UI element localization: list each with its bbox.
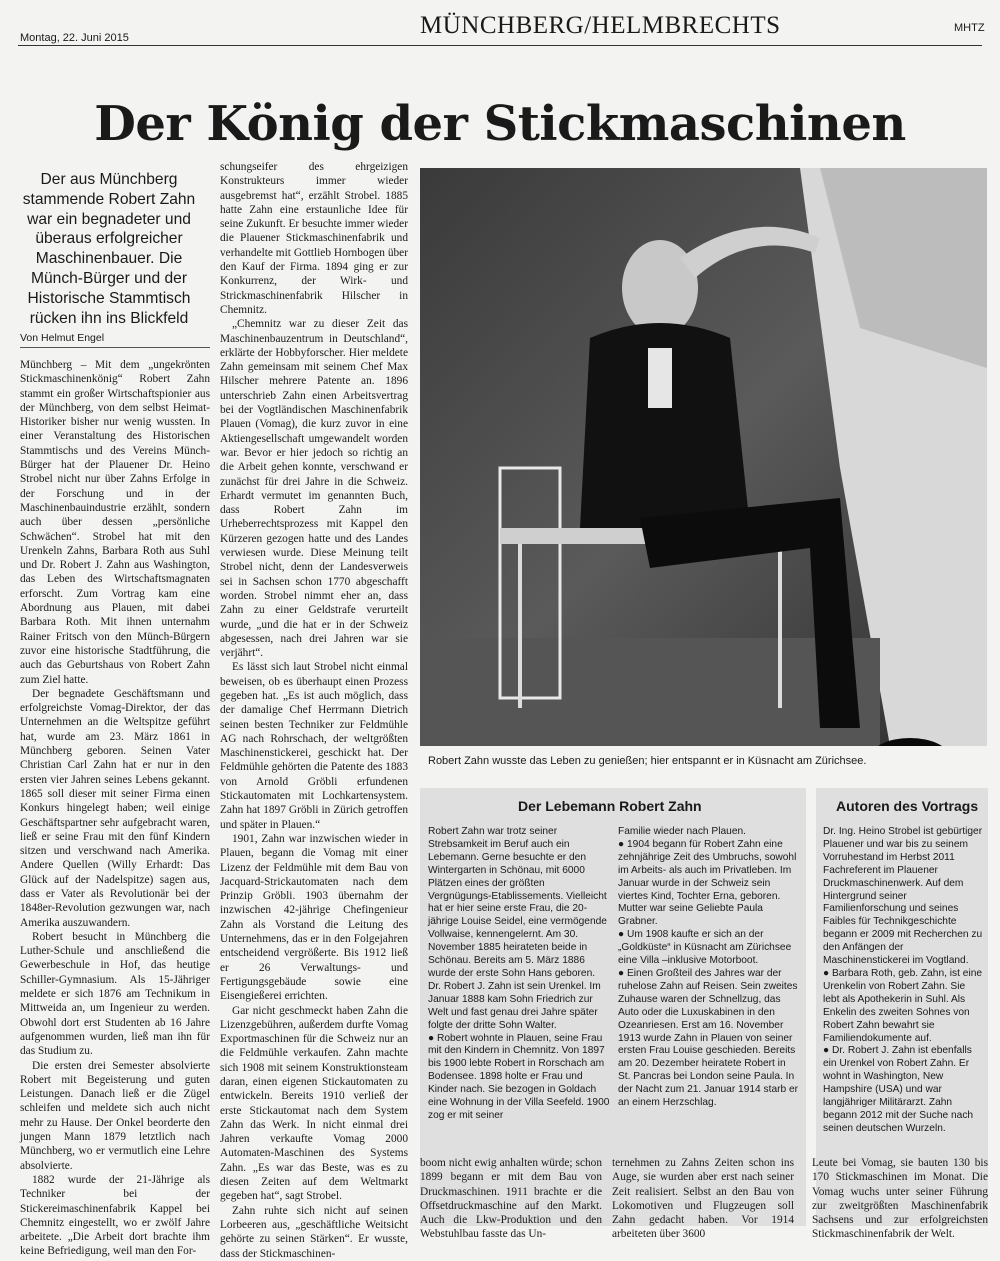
article-column-2 [220,160,408,1261]
paragraph: Münchberg – Mit dem „ungekrönten Stickmaschinenkönig“ Robert Zahn stammt ein großer Wirtschaftspionier aus der Münchberg, von dem selbst Heimat-Historiker bisher nur wenig wussten. In einer Veranstaltung des Historischen Stammtischs und des Vereins Münch-Bürger hat der Plauener Dr. Heino Strobel nicht nur über Zahns Erfolge in der Forschung und in der Maschinenbauindustrie erzählt, sondern auch über dessen „persönliche Schwächen“. Strobel hat mit den Urenkeln Zahns, Barbara Roth aus Suhl und Dr. Robert J. Zahn aus Washington, das Leben des Wirtschaftsmagnaten erforscht. Zum Vortrag kam eine Abordnung aus Plauen, mit dabei Barbara Roth. Mit ihnen unternahm Rainer Fritsch von den Münch-Bürgern zuvor eine historische Stadtführung, die auch das Geburtshaus von Robert Zahn zum Ziel hatte. [20,359,210,686]
box2-column [823,826,983,1136]
paper-code: MHTZ [954,22,985,34]
paragraph: Robert Zahn war trotz seiner Strebsamkeit im Beruf auch ein Lebemann. Gerne besuchte er den Wintergarten in Schönau, mit 6000 Plätzen eines der größten Vergnügungs-Etablissements. Vielleicht hat er hier seine erste Frau, die 20-jährige Louise Seidel, eine vermögende Vollwaise, kennengelernt. Am 30. November 1885 heirateten beide in Schönau. Bereits am 5. März 1886 wurde der erste Sohn Hans geboren. Dr. Robert J. Zahn ist sein Urenkel. Im Januar 1888 kam Sohn Friedrich zur Welt und fast genau drei Jahre später folgte der dritte Sohn Walter. [428,826,607,1031]
paragraph: Gar nicht geschmeckt haben Zahn die Lizenzgebühren, außerdem durfte Vomag Exportmaschinen für die Schweiz nur an die Feldmühle verkaufen. Zahn machte sich 1908 mit seinem Konstruktionsteam daran, einen eigenen Stickautomaten zu entwickeln. Bereits 1910 verließ der erste Stickautomat nach dem System Zahn das Werk. In nicht einmal drei Jahren verkaufte Vomag 2000 Automaten-Maschinen des Systems Zahn. „Es war das Beste, was es zu diesen Zeiten auf dem Weltmarkt gegeben hat“, sagt Strobel. [220,1004,408,1203]
paragraph: ● Barbara Roth, geb. Zahn, ist eine Urenkelin von Robert Zahn. Sie lebt als Apothekerin in Suhl. Als Enkelin des zweiten Sohnes von Robert Zahn bewahrt sie Familiendokumente auf. [823,967,983,1044]
section-title: MÜNCHBERG/HELMBRECHTS [420,12,781,39]
portrait-photo [420,168,987,746]
article-bottom-column-1: boom nicht ewig anhalten würde; schon 1899 begann er mit dem Bau von Druckmaschinen. 1911 brachte er die Offsetdruckmaschine auf den Markt. Auch die Lkw-Produktion und den Webstuhlbau fasste das Un- [420,1157,602,1241]
box-title: Der Lebemann Robert Zahn [518,798,702,814]
photo-caption: Robert Zahn wusste das Leben zu genießen; hier entspannt er in Küsnacht am Zürichsee. [428,755,867,767]
paragraph: ● Robert wohnte in Plauen, seine Frau mit den Kindern in Chemnitz. Von 1897 bis 1900 lebte Robert in Rorschach am Bodensee. 1898 holte er Frau und Kinder nach. Sie bezogen in Goldach eine Wohnung in der Villa Seefeld. 1900 zog er mit seiner [428,1032,610,1121]
article-bottom-column-2: ternehmen zu Zahns Zeiten schon ins Auge, sie wurden aber erst nach seiner Zeit realisiert. Selbst an den Bau von Lokomotiven und Flugzeugen soll Zahn gedacht haben. Vor 1914 arbeiteten über 3600 [612,1157,794,1241]
paragraph: Dr. Ing. Heino Strobel ist gebürtiger Plauener und war bis zu seinem Vorruhestand im Herbst 2011 Fachreferent im Plauener Druckmaschinenwerk. Auf dem Hintergrund seiner Familienforschung und seines Faibles für Technikgeschichte begann er 2009 mit Recherchen zu den Anfängen der Maschinenstickerei im Vogtland. [823,826,983,967]
intro-teaser: Der aus Münchberg stammende Robert Zahn war ein begnadeter und überaus erfolgreicher Maschinenbauer. Die Münch-Bürger und der Historische Stammtisch rücken ihn ins Blickfeld [22,171,196,327]
article-column-1 [20,358,210,1259]
headline: Der König der Stickmaschinen [94,96,906,152]
paragraph: Es lässt sich laut Strobel nicht einmal beweisen, ob es überhaupt einen Prozess gegeben hat. „Es ist auch möglich, dass der damalige Chef Herrmann Dietrich seinen besten Techniker zur Feldmühle AG nach Rohrschach, der weltgrößten Maschinenstickerei, geschickt hat. Der Feldmühle gehörten die Patente des 1883 von Arnold Gröbli erfundenen Stickautomaten mit Lochkartensystem. Zahn hat 1897 Gröbli in Zürich getroffen und später in Plauen.“ [220,661,408,831]
photo-illustration [420,168,987,746]
paragraph: Der begnadete Geschäftsmann und erfolgreichste Vomag-Direktor, der das Unternehmen an die Weltspitze geführt hat, wurde am 23. März 1861 in Münchberg geboren. Seinen Vater Christian Carl Zahn hat er nur in den ersten vier Jahren seines Lebens gekannt. 1865 soll dieser mit seiner Firma einen Konkurs hingelegt haben; weil einige Geschäftspartner sehr aufgebracht waren, ließ er seine Frau mit den fünf Kindern sitzen und verschwand nach Amerika. Andere Quellen (Willy Erhardt: Das Glück auf der Nadelspitze) sagen aus, dass er Vater als Revolutionär bei der 1848er-Revolution gezwungen war, nach Amerika auszuwandern. [20,687,210,929]
paragraph: ● Einen Großteil des Jahres war der ruhelose Zahn auf Reisen. Sein zweites Zuhause waren der Schnellzug, das Auto oder die Luxuskabinen in den Ozeanriesen. Erst am 16. November 1913 wurde Zahn in Plauen von seiner ersten Frau Louise geschieden. Bereits am 20. Dezember heiratete Robert in St. Pancras bei London seine Paula. In der Nacht zum 21. Januar 1914 starb er an einem Herzschlag. [618,967,799,1109]
paragraph: Die ersten drei Semester absolvierte Robert mit Begeisterung und guten Leistungen. Danach ließ er die Zügel schleifen und meldete sich auch nicht mehr zu Hause. Der Onkel beorderte den jungen Mann 1879 letztlich nach Münchberg, wo er vermutlich eine Lehre absolvierte. [20,1059,210,1172]
box-title: Autoren des Vortrags [836,798,979,814]
paragraph: Robert besucht in Münchberg die Luther-Schule und anschließend die Gewerbeschule in Hof, das heutige Schiller-Gymnasium. Als 15-Jähriger meldete er sich 1876 am Technikum in Mittweida an, um Ingenieur zu werden. Obwohl dort erst Studenten ab 16 Jahre aufgenommen wurden, ließ man ihn für das Studium zu. [20,930,210,1058]
article-bottom-column-3: Leute bei Vomag, sie bauten 130 bis 170 Stickmaschinen im Monat. Die Vomag wuchs unter seiner Führung zur zweitgrößten Maschinenfabrik Sachsens und zur erfolgreichsten Stickmaschinenfabrik der Welt. [812,1157,988,1241]
author-rule [20,347,210,348]
author-line: Von Helmut Engel [20,332,105,344]
box1-column-a [428,826,610,1123]
paragraph: schungseifer des ehrgeizigen Konstrukteurs immer wieder ausgebremst hat“, erzählt Strobel. 1885 hatte Zahn eine erstaunliche Idee für seine Zukunft. Er besuchte immer wieder die Plauener Stickmaschinenfabrik und verhandelte mit Gottlieb Hornbogen über den Kauf der Firma. 1894 ging er zur Konkurrenz, der Wirk- und Strickmaschinenfabrik Hilscher in Chemnitz. [220,161,408,316]
paragraph: Familie wieder nach Plauen. [618,826,746,837]
header-rule [18,45,982,46]
paragraph: ● Um 1908 kaufte er sich an der „Goldküste“ in Küsnacht am Zürichsee eine Villa –inklusive Motorboot. [618,929,792,967]
paragraph: 1901, Zahn war inzwischen wieder in Plauen, begann die Vomag mit einer Lizenz der Feldmühle mit dem Bau von Jacquard-Strickautomaten nach dem Prinzip Gröbli. 1903 übernahm der inzwischen 42-jährige Chefingenieur Zahn als Vorstand die Leitung des Unternehmens, das er in den Folgejahren entscheidend vergrößerte. Bis 1912 ließ er 26 Verwaltungs- und Fertigungsgebäude sowie eine Eisengießerei errichten. [220,832,408,1003]
paragraph: 1882 wurde der 21-Jährige als Techniker bei der Stickereimaschinenfabrik Kappel bei Chemnitz eingestellt, wo er zwölf Jahre arbeitete. „Die Arbeit dort brachte ihm keine Befriedigung, weil man den For- [20,1173,210,1258]
page-date: Montag, 22. Juni 2015 [20,32,129,44]
paragraph: ● 1904 begann für Robert Zahn eine zehnjährige Zeit des Umbruchs, sowohl im Arbeits- als auch im Privatleben. Im Januar wurde in der Schweiz sein viertes Kind, Tochter Erna, geboren. Mutter war seine Geliebte Paula Grabner. [618,838,797,928]
paragraph: Zahn ruhte sich nicht auf seinen Lorbeeren aus, „geschäftliche Weitsicht gehörte zu seinen Stärken“. Er wusste, dass der Stickmaschinen- [220,1204,408,1260]
box1-column-b [618,826,800,1110]
paragraph: „Chemnitz war zu dieser Zeit das Maschinenbauzentrum in Deutschland“, erklärte der Hobbyforscher. Hier meldete Zahn gemeinsam mit seinem Chef Max Hilscher mehrere Patente an. 1896 unterschrieb Zahn einen Arbeitsvertrag bei der Vogtländischen Maschinenfabrik Plauen (Vomag), die kurz zuvor in eine Aktiengesellschaft umgewandelt worden war. Bevor er hier jedoch so richtig an die Arbeit gehen konnte, verschwand er zunächst für drei Jahre in die Schweiz. Erhardt vermutet im genannten Buch, dass Robert Zahn im Urheberrechtsprozess mit Kappel den Kürzeren gezogen hatte und des Landes verwiesen wurde. Diese Meinung teilt Strobel nicht, denn der Landesverweis sei in Sachsen schon 1770 abgeschafft worden. Strobel nimmt eher an, dass Zahn zu einer Geldstrafe verurteilt wurde, „und die hat er in der Schweiz abgesessen, nach drei Jahren war sie verjährt“. [220,318,408,660]
paragraph: ● Dr. Robert J. Zahn ist ebenfalls ein Urenkel von Robert Zahn. Er wohnt in Washington, New Hampshire (USA) und war langjähriger Militärarzt. Zahn begann 2012 mit der Suche nach seinen deutschen Wurzeln. [823,1045,974,1134]
